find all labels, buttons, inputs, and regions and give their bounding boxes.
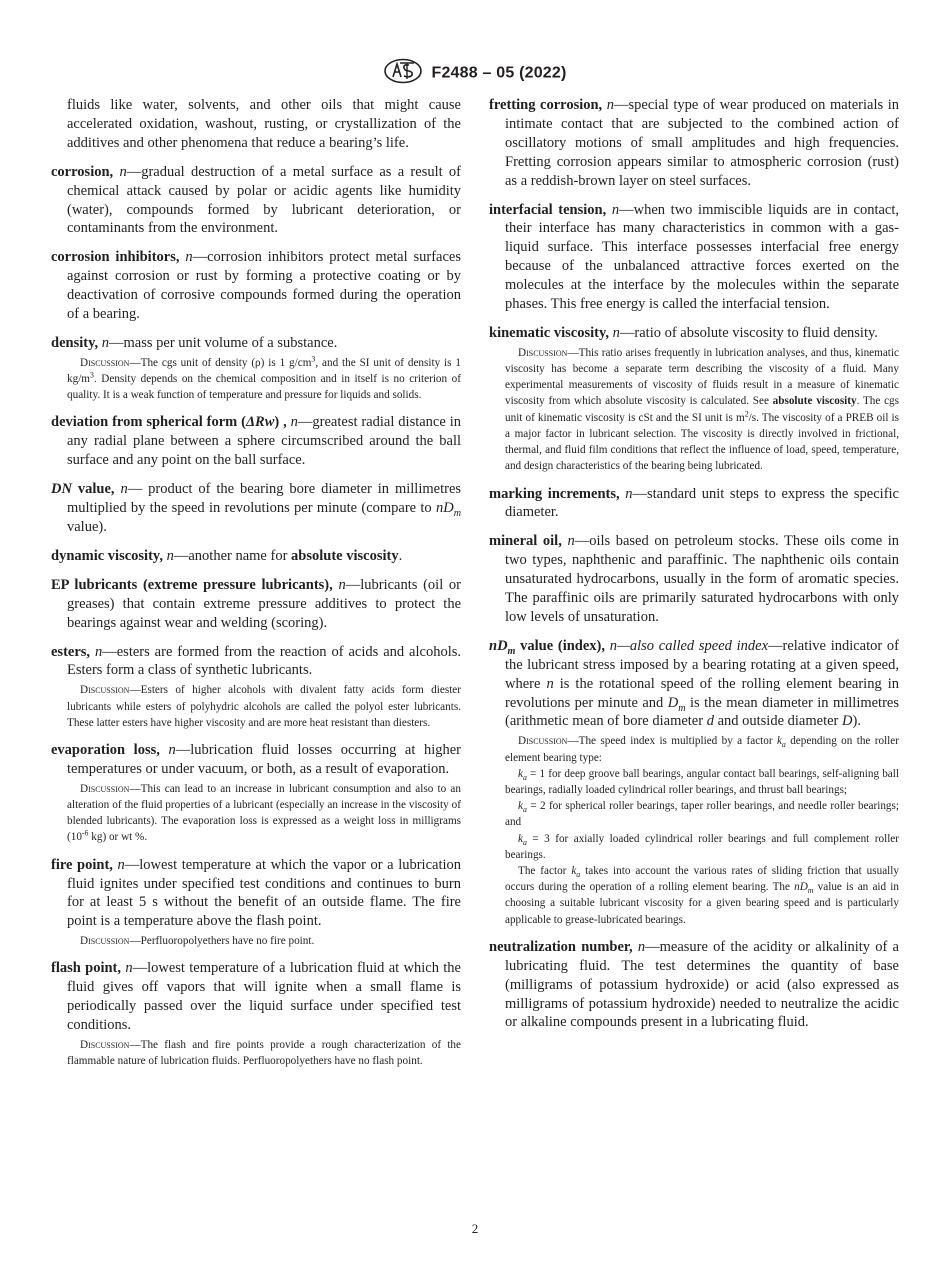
standard-designation: F2488 – 05 (2022) [431, 64, 567, 82]
intro-continuation: fluids like water, solvents, and other oils that might cause accelerated oxidation, washout, rusting, or crystallization of the additives and other phenomena that reduce a bearing’s life. [67, 97, 461, 151]
entry-dn-value: DN value, n— product of the bearing bore diameter in millimetres multiplied by the speed in revolutions per minute (compare to $nD_m$ value). [51, 481, 462, 536]
entry-corrosion: corrosion, n—gradual destruction of a metal surface as a result of chemical attack caused by polar or acidic agents like humidity (water), compounds formed by lubricant deterioration, or contaminants from the environment. [51, 163, 461, 237]
entry-ndm-value: $nD_m$ value (index), n—also called speed index—relative indicator of the lubricant stress imposed by a bearing rotating at a given speed, where n is the rotational speed of the rolling element bearing in revolutions per minute and $D_m$ is the mean diameter in millimetres (arithmetic mean of bore diameter d and outside diameter D). [489, 637, 900, 730]
discussion-kinematic-viscosity: Discussion—This ratio arises frequently in lubrication analyses, and thus, kinematic viscosity has become a separate term describing the viscosity of a fluid. Many experimental measurements of viscosity of fluids result in a measure of kinematic viscosity from which absolute viscosity is calculated. See absolute viscosity. The cgs unit of kinematic viscosity is cSt and the SI unit is $m^2/s$. The viscosity of a PREB oil is a major factor in lubricant selection. The viscosity is directly involved in frictional, thermal, and fluid film conditions that reflect the influence of load, speed, temperature, and design characteristics of the bearing being lubricated. [505, 346, 900, 473]
entry-fretting-corrosion: fretting corrosion, n—special type of wear produced on materials in intimate contact that are subjected to the combined action of oscillatory motions of small amplitudes and high frequencies. Fretting corrosion appears similar to atmospheric corrosion (rust) as a reddish-brown layer on steel surfaces. [489, 97, 899, 189]
discussion-ndm-k3: $k_a = 3$ for axially loaded cylindrical roller bearings and full complement roller bearings. [505, 832, 899, 861]
discussion-evaporation: Discussion—This can lead to an increase in lubricant consumption and also to an alteration of the fluid properties of a lubricant (especially an increase in the viscosity of blended lubricants). The evaporation loss is expressed as a weight loss in milligrams ($10^{-6}$ kg) or wt %. [67, 782, 461, 844]
entry-ep-lubricants: EP lubricants (extreme pressure lubricants), n—lubricants (oil or greases) that contain extreme pressure additives to protect the bearings against wear and welding (scoring). [51, 576, 462, 631]
page-header [0, 58, 950, 82]
discussion-density: Discussion—The cgs unit of density (ρ) is 1 $g/cm^3$, and the SI unit of density is 1 $kg/m^3$. Density depends on the chemical composition and in itself is no criterion of quality. It is a weak function of temperature and pressure for liquids and solids. [67, 354, 461, 402]
entry-mineral-oil: mineral oil, n—oils based on petroleum stocks. These oils come in two types, naphthenic and paraffinic. The naphthenic oils contain unsaturated hydrocarbons, usually in the form of aromatic species. The paraffinic oils are primarily saturated hydrocarbons with only low levels of unsaturation. [489, 533, 899, 625]
term: corrosion, [51, 163, 114, 180]
left-column [51, 96, 461, 1079]
entry-esters: esters, n—esters are formed from the reaction of acids and alcohols. Esters form a class of synthetic lubricants. [51, 643, 462, 679]
entry-flash-point: flash point, n—lowest temperature of a lubrication fluid at which the fluid gives off vapors that will ignite when a small flame is periodically passed over the liquid surface under specified test conditions. [51, 960, 461, 1034]
entry-deviation: deviation from spherical form (ΔRw) , n—greatest radial distance in any radial plane between a sphere circumscribed around the ball surface and any point on the ball surface. [51, 414, 461, 469]
entry-dynamic-viscosity: dynamic viscosity, n—another name for absolute viscosity. [51, 547, 403, 564]
discussion-fire-point: Discussion—Perfluoropolyethers have no fire point. [80, 935, 315, 948]
right-column [489, 96, 899, 1042]
entry-kinematic-viscosity: kinematic viscosity, n—ratio of absolute viscosity to fluid density. [489, 324, 878, 341]
entry-interfacial-tension: interfacial tension, n—when two immiscible liquids are in contact, their interface has many characteristics in common with a gas-liquid surface. This interface possesses interfacial free energy because of the unbalanced attractive forces exerted on the molecules at the interface by the molecules within the separate phases. This free energy is called the interfacial tension. [489, 201, 900, 313]
discussion-ndm-k2: $k_a = 2$ for spherical roller bearings, taper roller bearings, and needle roller bearings; and [505, 800, 899, 829]
discussion-ndm: Discussion—The speed index is multiplied by a factor $k_a$ depending on the roller element bearing type: [505, 735, 899, 764]
discussion-ndm-factor: The factor $k_a$ takes into account the various rates of sliding friction that usually occurs during the operation of a rolling element bearing. The $nD_m$ value is an aid in choosing a suitable lubricant viscosity for a given bearing speed and is particularly applicable to grease-lubricated bearings. [505, 865, 899, 926]
entry-evaporation-loss: evaporation loss, n—lubrication fluid losses occurring at higher temperatures or under vacuum, or both, as a result of evaporation. [51, 741, 461, 777]
entry-density: density, n—mass per unit volume of a substance. [51, 334, 338, 351]
entry-neutralization-number: neutralization number, n—measure of the acidity or alkalinity of a lubricating fluid. The test determines the quantity of base (milligrams of potassium hydroxide) or acid (also expressed as milligrams of potassium hydroxide) needed to neutralize the acidic or alkaline compounds present in a lubricating fluid. [489, 938, 899, 1031]
discussion-esters: Discussion—Esters of higher alcohols with divalent fatty acids form diester lubricants while esters of polyhydric alcohols are called the polyol ester lubricants. These latter esters have higher viscosity and are more heat resistant than diesters. [67, 684, 461, 729]
astm-logo-icon [383, 58, 423, 89]
entry-fire-point: fire point, n—lowest temperature at which the vapor or a lubrication fluid ignites under specified test conditions and continues to burn for at least 5 s without the benefit of an outside flame. The fire point is a temperature above the flash point. [51, 856, 462, 930]
entry-corrosion-inhibitors: corrosion inhibitors, n—corrosion inhibitors protect metal surfaces against corrosion or rust by forming a protective coating or by deactivation of corrosive compounds formed during the operation of a bearing. [51, 249, 461, 323]
entry-marking-increments: marking increments, n—standard unit steps to express the specific diameter. [489, 485, 899, 521]
discussion-flash-point: Discussion—The flash and fire points provide a rough characterization of the flammable nature of lubrication fluids. Perfluoropolyethers have no flash point. [67, 1039, 461, 1068]
discussion-ndm-k1: $k_a = 1$ for deep groove ball bearings, angular contact ball bearings, self-aligning ball bearings, radially loaded cylindrical roller bearings, and thrust ball bearings; [505, 767, 899, 796]
page-number: 2 [471, 1221, 479, 1236]
